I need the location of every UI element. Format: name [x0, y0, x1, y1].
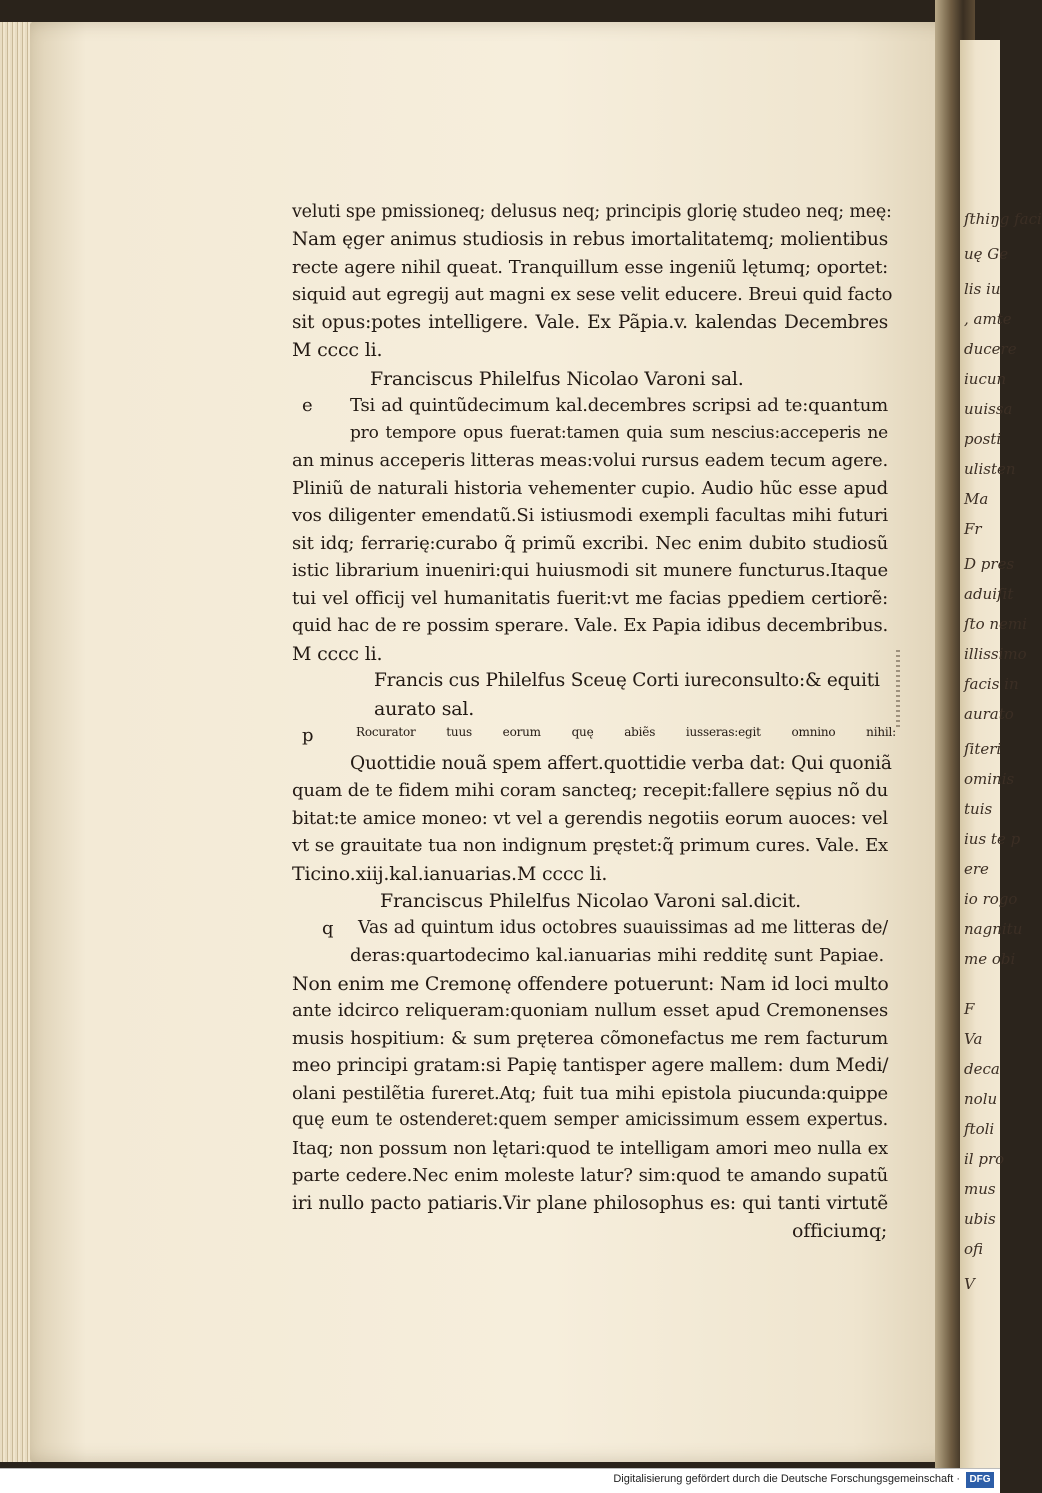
facing-page-edge: ſthiŋg faci uę Ge lis iu , amte ducere iucun uuissa posti ulisten Ma Fr D pres aduiſit ſto nemi illissimo facis in aurato ſiteri ominis tuis ius te p ere io rogo nagnitu me obi F Va deca nolu ftoli il pro mus ubis ofi V: [960, 40, 1000, 1480]
text-line: M cccc li.: [292, 643, 383, 665]
text-line: recte agere nihil queat. Tranquillum esse ingeniũ lętumq; oportet:: [292, 257, 888, 278]
text-line: M cccc li.: [292, 339, 383, 361]
initial-guide-letter: e: [302, 395, 313, 416]
text-line: quam de te fidem mihi coram sancteq; recepit:fallere sępius nõ du: [292, 780, 888, 801]
text-line: siquid aut egregij aut magni ex sese velit educere. Breui quid facto: [292, 284, 893, 305]
text-line: musis hospitium: & sum pręterea cõmonefactus me rem facturum: [292, 1028, 888, 1049]
text-line: Franciscus Philelfus Nicolao Varoni sal.dicit.: [380, 890, 801, 912]
text-line: meo principi gratam:si Papię tantisper agere mallem: dum Medi/: [292, 1055, 889, 1076]
text-line: olani pestilẽtia fureret.Atq; fuit tua mihi epistola piucunda:quippe: [292, 1083, 888, 1104]
initial-guide-letter: p: [302, 725, 314, 746]
text-line: officiumq;: [792, 1220, 888, 1242]
text-line: Franciscus Philelfus Nicolao Varoni sal.: [370, 368, 744, 390]
text-line: Rocurator tuus eorum quę abiẽs iusseras:egit omnino nihil:: [356, 725, 896, 739]
margin-mark: [896, 650, 900, 730]
text-line: Vas ad quintum idus octobres suauissimas ad me litteras de/: [358, 918, 888, 938]
text-line: Francis cus Philelfus Sceuę Corti iureconsulto:& equiti: [374, 670, 880, 691]
text-line: ante idcirco reliqueram:quoniam nullum esset apud Cremonenses: [292, 1000, 888, 1021]
text-line: sit opus:potes intelligere. Vale. Ex Pãpia.v. kalendas Decembres: [292, 312, 888, 333]
funding-credit: Digitalisierung gefördert durch die Deutsche Forschungsgemeinschaft ·: [613, 1473, 960, 1485]
text-line: vos diligenter emendatũ.Si istiusmodi exempli facultas mihi futuri: [292, 505, 888, 526]
text-line: Quottidie nouã spem affert.quottidie verba dat: Qui quoniã: [350, 753, 892, 774]
text-line: quę eum te ostenderet:quem semper amicissimum essem expertus.: [292, 1110, 888, 1130]
book-page: [30, 22, 965, 1462]
text-line: Tsi ad quintũdecimum kal.decembres scripsi ad te:quantum: [350, 395, 888, 416]
text-line: quid hac de re possim sperare. Vale. Ex Papia idibus decembribus.: [292, 615, 888, 636]
text-line: tui vel officij vel humanitatis fuerit:vt me facias ppediem certiorẽ:: [292, 588, 888, 609]
text-line: veluti spe pmissioneq; delusus neq; principis glorię studeo neq; meę:: [292, 202, 892, 222]
text-line: istic librarium inueniri:qui huiusmodi sit munere functurus.Itaque: [292, 560, 888, 581]
text-line: sit idq; ferrarię:curabo q̃ primũ excribi. Nec enim dubito studiosũ: [292, 533, 888, 554]
text-line: parte cedere.Nec enim moleste latur? sim:quod te amando supatũ: [292, 1165, 888, 1186]
text-line: Nam ęger animus studiosis in rebus imortalitatemq; molientibus: [292, 229, 888, 250]
dfg-logo: DFG: [966, 1472, 994, 1488]
text-line: vt se grauitate tua non indignum pręstet:q̃ primum cures. Vale. Ex: [292, 835, 888, 856]
footer-bar: [0, 1468, 1000, 1493]
text-line: bitat:te amice moneo: vt vel a gerendis negotiis eorum auoces: vel: [292, 808, 888, 829]
text-line: deras:quartodecimo kal.ianuarias mihi redditę sunt Papiae.: [350, 945, 884, 966]
text-line: aurato sal.: [374, 698, 475, 720]
text-line: Ticino.xiij.kal.ianuarias.M cccc li.: [292, 863, 608, 885]
text-line: pro tempore opus fuerat:tamen quia sum nescius:acceperis ne: [350, 423, 888, 443]
text-line: Pliniũ de naturali historia vehementer cupio. Audio hũc esse apud: [292, 478, 888, 499]
text-line: an minus acceperis litteras meas:volui rursus eadem tecum agere.: [292, 450, 888, 471]
text-line: Itaq; non possum non lętari:quod te intelligam amori meo nulla ex: [292, 1138, 888, 1159]
text-line: iri nullo pacto patiaris.Vir plane philosophus es: qui tanti virtutẽ: [292, 1193, 888, 1214]
text-line: Non enim me Cremonę offendere potuerunt: Nam id loci multo: [292, 973, 889, 995]
initial-guide-letter: q: [322, 918, 334, 939]
